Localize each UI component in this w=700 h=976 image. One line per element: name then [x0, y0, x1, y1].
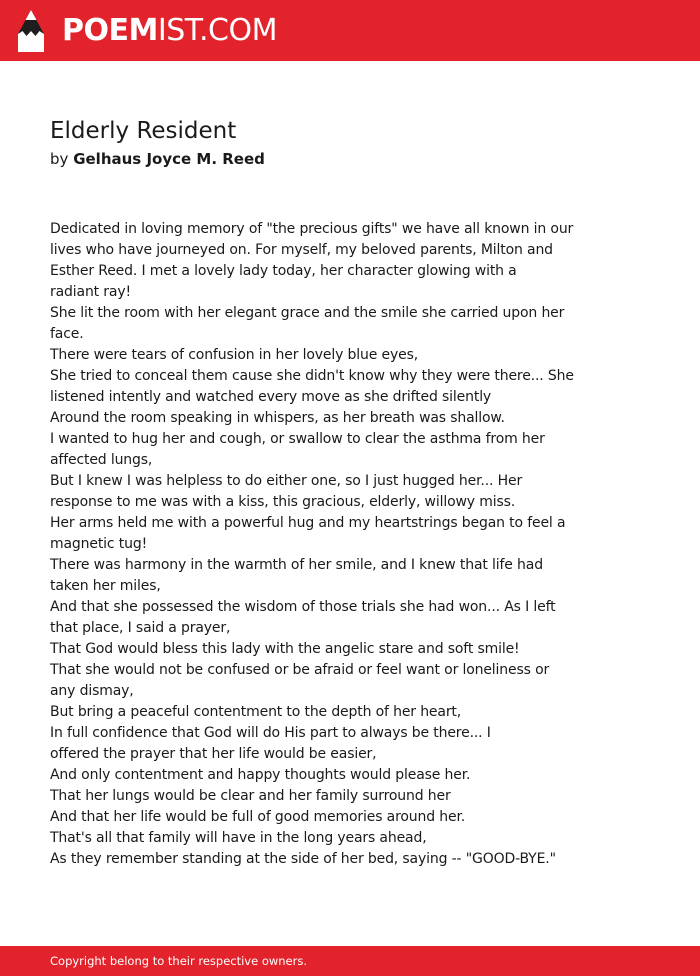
poem-line: But I knew I was helpless to do either one, so I just hugged her... Her [50, 473, 523, 489]
poem-line: offered the prayer that her life would be easier, [50, 746, 377, 762]
poem-line: any dismay, [50, 683, 134, 699]
poem-line: I wanted to hug her and cough, or swallow to clear the asthma from her [50, 431, 545, 447]
poem-body [50, 219, 610, 870]
copyright-text: Copyright belong to their respective owners. [50, 954, 308, 968]
poem-line: There were tears of confusion in her lovely blue eyes, [50, 347, 419, 363]
poem-line: And that her life would be full of good memories around her. [50, 809, 466, 825]
site-header [0, 0, 700, 61]
poem-line: In full confidence that God will do His part to always be there... I [50, 725, 491, 741]
poem-line: She lit the room with her elegant grace and the smile she carried upon her [50, 305, 565, 321]
poem-line: But bring a peaceful contentment to the depth of her heart, [50, 704, 462, 720]
poem-line: magnetic tug! [50, 536, 148, 552]
poem-line: That she would not be confused or be afraid or feel want or loneliness or [50, 662, 550, 678]
poem-line: radiant ray! [50, 284, 131, 300]
poem-line: response to me was with a kiss, this gracious, elderly, willowy miss. [50, 494, 516, 510]
poem-line: And that she possessed the wisdom of those trials she had won... As I left [50, 599, 556, 615]
poem-line: face. [50, 326, 84, 342]
poem-line: Dedicated in loving memory of "the precious gifts" we have all known in our [50, 221, 574, 237]
poem-line: As they remember standing at the side of her bed, saying -- "GOOD-BYE." [50, 851, 556, 867]
poem-line: Around the room speaking in whispers, as her breath was shallow. [50, 410, 505, 426]
poem-line: That's all that family will have in the long years ahead, [50, 830, 427, 846]
poem-line: Esther Reed. I met a lovely lady today, her character glowing with a [50, 263, 517, 279]
poem-line: lives who have journeyed on. For myself, my beloved parents, Milton and [50, 242, 553, 258]
poem-line: That her lungs would be clear and her family surround her [50, 788, 451, 804]
poem-line: There was harmony in the warmth of her smile, and I knew that life had [50, 557, 543, 573]
site-footer [0, 946, 700, 976]
poem-line: that place, I said a prayer, [50, 620, 231, 636]
logo-text-light: IST.COM [157, 13, 277, 48]
by-label: by [50, 150, 69, 168]
byline [50, 148, 265, 170]
logo-text-bold: POEM [62, 13, 158, 48]
poem-line: taken her miles, [50, 578, 161, 594]
poem-line: That God would bless this lady with the angelic stare and soft smile! [50, 641, 520, 657]
poem-line: Her arms held me with a powerful hug and my heartstrings began to feel a [50, 515, 566, 531]
site-logo[interactable] [62, 12, 277, 50]
poem-line: She tried to conceal them cause she didn't know why they were there... She [50, 368, 574, 384]
poem-line: listened intently and watched every move as she drifted silently [50, 389, 492, 405]
poem-title: Elderly Resident [50, 118, 237, 144]
poem-line: And only contentment and happy thoughts would please her. [50, 767, 471, 783]
pencil-tip-icon[interactable] [18, 10, 44, 52]
author-name: Gelhaus Joyce M. Reed [73, 150, 265, 168]
poem-line: affected lungs, [50, 452, 153, 468]
